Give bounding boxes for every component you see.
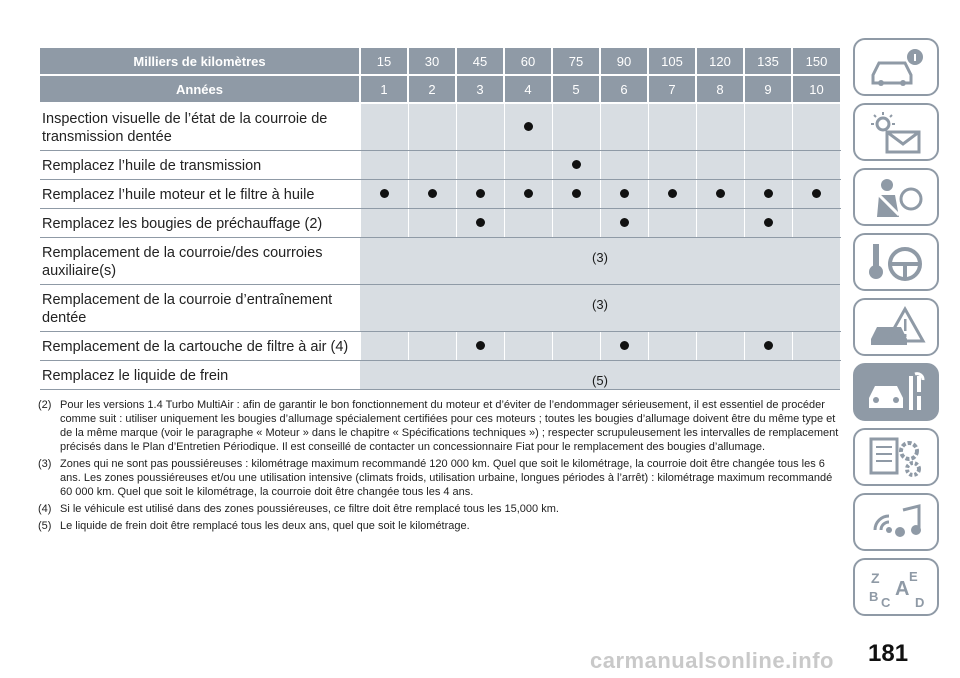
- key-steering-wheel-icon: [864, 240, 928, 284]
- schedule-cell: [552, 180, 600, 209]
- chapter-tab-car-maintenance[interactable]: [853, 363, 939, 421]
- schedule-cell: [600, 332, 648, 361]
- table-row: [40, 238, 840, 285]
- schedule-cell: [552, 103, 600, 151]
- footnote-text: Pour les versions 1.4 Turbo MultiAir : afin de garantir le bon fonctionnement du moteur et d’éviter de l’endommager sérieusement, il est essentiel de procéder comme suit : utiliser uniquement les bougies d’allumage spécialement certifiées pour ces moteurs ; toutes les bougies d’allumage doivent être du même type et de la même marque (voir le paragraphe « Moteur » dans le chapitre « Spécifications techniques ») ; respecter scrupuleusement les intervalles de remplacement précisés dans le Plan d’Entretien Périodique. Il est conseillé de contacter un concessionnaire Fiat pour le remplacement des bougies d’allumage.: [60, 399, 839, 453]
- schedule-cell: [600, 151, 648, 180]
- year-header-3: 3: [456, 75, 504, 103]
- schedule-cell: [504, 209, 552, 238]
- warning-lights-mail-icon: [864, 110, 928, 154]
- scheduled-dot-icon: [524, 189, 533, 198]
- row-label: Inspection visuelle de l’état de la courroie de transmission dentée: [40, 103, 360, 151]
- schedule-cell: [648, 151, 696, 180]
- note-reference-cell: (3): [360, 285, 840, 332]
- multimedia-icon: [864, 500, 928, 544]
- row-label: Remplacement de la cartouche de filtre à air (4): [40, 332, 360, 361]
- km-header-60: 60: [504, 48, 552, 75]
- scheduled-dot-icon: [764, 341, 773, 350]
- specifications-gears-icon: [864, 435, 928, 479]
- alphabetical-index-icon: [864, 565, 928, 609]
- schedule-cell: [744, 180, 792, 209]
- schedule-cell: [408, 209, 456, 238]
- svg-text:Z: Z: [871, 570, 880, 586]
- year-header-6: 6: [600, 75, 648, 103]
- chapter-sidebar: [853, 38, 943, 623]
- scheduled-dot-icon: [476, 341, 485, 350]
- scheduled-dot-icon: [380, 189, 389, 198]
- scheduled-dot-icon: [572, 160, 581, 169]
- schedule-cell: [552, 332, 600, 361]
- car-maintenance-icon: [864, 370, 928, 414]
- scheduled-dot-icon: [764, 189, 773, 198]
- seatbelt-airbag-icon: [864, 175, 928, 219]
- km-header-75: 75: [552, 48, 600, 75]
- scheduled-dot-icon: [620, 218, 629, 227]
- schedule-cell: [792, 103, 840, 151]
- chapter-tab-key-steering-wheel[interactable]: [853, 233, 939, 291]
- table-row: [40, 285, 840, 332]
- footnote-number: (2): [38, 399, 52, 411]
- schedule-cell: [456, 209, 504, 238]
- chapter-tab-warning-lights-mail[interactable]: [853, 103, 939, 161]
- km-header-row: [40, 48, 840, 75]
- maintenance-schedule-table: [40, 48, 841, 390]
- chapter-tab-alphabetical-index[interactable]: [853, 558, 939, 616]
- schedule-cell: [600, 103, 648, 151]
- footnote-text: Zones qui ne sont pas poussiéreuses : kilométrage maximum recommandé 120 000 km. Quel que soit le kilométrage, la courroie doit être changée tous les 6 ans. Les zones poussiéreuses et/ou une utilisation intensive (climats froids, utilisation urbaine, longues périodes à l’arrêt) : kilométrage maximum recommandé 60 000 km. Quel que soit le kilométrage, la courroie doit être changée tous les 4 ans.: [60, 458, 833, 498]
- schedule-cell: [696, 209, 744, 238]
- row-label: Remplacez l’huile moteur et le filtre à huile: [40, 180, 360, 209]
- scheduled-dot-icon: [476, 189, 485, 198]
- scheduled-dot-icon: [812, 189, 821, 198]
- schedule-cell: [408, 180, 456, 209]
- schedule-cell: [744, 332, 792, 361]
- schedule-cell: [408, 332, 456, 361]
- schedule-cell: [504, 180, 552, 209]
- table-row: [40, 332, 840, 361]
- km-header-135: 135: [744, 48, 792, 75]
- schedule-cell: [456, 103, 504, 151]
- schedule-cell: [696, 103, 744, 151]
- km-header-105: 105: [648, 48, 696, 75]
- schedule-cell: [504, 103, 552, 151]
- svg-text:E: E: [909, 569, 918, 584]
- year-header-2: 2: [408, 75, 456, 103]
- chapter-tab-seatbelt-airbag[interactable]: [853, 168, 939, 226]
- schedule-cell: [792, 180, 840, 209]
- scheduled-dot-icon: [476, 218, 485, 227]
- watermark: carmanualsonline.info: [590, 648, 834, 673]
- year-header-7: 7: [648, 75, 696, 103]
- years-header-row: [40, 75, 840, 103]
- schedule-cell: [648, 103, 696, 151]
- schedule-cell: [792, 151, 840, 180]
- note-reference-cell: (5): [360, 361, 840, 390]
- schedule-cell: [504, 151, 552, 180]
- row-label: Remplacez l’huile de transmission: [40, 151, 360, 180]
- footnote: [38, 502, 840, 516]
- chapter-tab-car-breakdown[interactable]: [853, 298, 939, 356]
- schedule-cell: [456, 332, 504, 361]
- km-header-90: 90: [600, 48, 648, 75]
- footnote-text: Si le véhicule est utilisé dans des zones poussiéreuses, ce filtre doit être remplacé tous les 15,000 km.: [60, 503, 559, 515]
- year-header-5: 5: [552, 75, 600, 103]
- footnote-number: (3): [38, 458, 52, 470]
- schedule-cell: [600, 180, 648, 209]
- footnotes: [38, 398, 840, 536]
- svg-text:B: B: [869, 589, 879, 604]
- table-row: [40, 209, 840, 238]
- year-header-4: 4: [504, 75, 552, 103]
- car-info-icon: [864, 45, 928, 89]
- schedule-cell: [504, 332, 552, 361]
- footnote-number: (5): [38, 520, 52, 532]
- year-header-1: 1: [360, 75, 408, 103]
- chapter-tab-multimedia[interactable]: [853, 493, 939, 551]
- chapter-tab-specifications-gears[interactable]: [853, 428, 939, 486]
- schedule-cell: [360, 209, 408, 238]
- schedule-cell: [552, 151, 600, 180]
- schedule-cell: [648, 180, 696, 209]
- schedule-cell: [456, 151, 504, 180]
- scheduled-dot-icon: [716, 189, 725, 198]
- svg-text:A: A: [895, 578, 910, 600]
- schedule-cell: [360, 332, 408, 361]
- row-label: Remplacement de la courroie/des courroies auxiliaire(s): [40, 238, 360, 285]
- km-header-120: 120: [696, 48, 744, 75]
- km-header-45: 45: [456, 48, 504, 75]
- schedule-cell: [600, 209, 648, 238]
- table-row: [40, 151, 840, 180]
- row-label: Remplacez le liquide de frein: [40, 361, 360, 390]
- schedule-cell: [648, 332, 696, 361]
- schedule-cell: [360, 151, 408, 180]
- schedule-cell: [696, 180, 744, 209]
- year-header-9: 9: [744, 75, 792, 103]
- car-breakdown-icon: [864, 305, 928, 349]
- year-header-8: 8: [696, 75, 744, 103]
- schedule-cell: [744, 209, 792, 238]
- schedule-cell: [360, 180, 408, 209]
- footnote: [38, 519, 840, 533]
- scheduled-dot-icon: [764, 218, 773, 227]
- table-row: [40, 180, 840, 209]
- schedule-cell: [648, 209, 696, 238]
- years-header-label: Années: [40, 75, 360, 103]
- scheduled-dot-icon: [620, 341, 629, 350]
- row-label: Remplacez les bougies de préchauffage (2): [40, 209, 360, 238]
- schedule-cell: [744, 151, 792, 180]
- year-header-10: 10: [792, 75, 840, 103]
- table-row: [40, 103, 840, 151]
- km-header-15: 15: [360, 48, 408, 75]
- schedule-cell: [792, 209, 840, 238]
- scheduled-dot-icon: [572, 189, 581, 198]
- km-header-label: Milliers de kilomètres: [40, 48, 360, 75]
- schedule-cell: [408, 151, 456, 180]
- scheduled-dot-icon: [428, 189, 437, 198]
- schedule-cell: [696, 151, 744, 180]
- schedule-cell: [744, 103, 792, 151]
- footnote-text: Le liquide de frein doit être remplacé tous les deux ans, quel que soit le kilométrage.: [60, 520, 470, 532]
- note-reference-cell: (3): [360, 238, 840, 285]
- page-number: 181: [868, 640, 909, 667]
- chapter-tab-car-info[interactable]: [853, 38, 939, 96]
- schedule-cell: [360, 103, 408, 151]
- scheduled-dot-icon: [668, 189, 677, 198]
- svg-text:C: C: [881, 595, 891, 609]
- footnote: [38, 398, 840, 454]
- schedule-cell: [792, 332, 840, 361]
- km-header-30: 30: [408, 48, 456, 75]
- scheduled-dot-icon: [524, 122, 533, 131]
- schedule-cell: [456, 180, 504, 209]
- footnote: [38, 457, 840, 499]
- schedule-cell: [552, 209, 600, 238]
- schedule-cell: [696, 332, 744, 361]
- svg-text:D: D: [915, 595, 925, 609]
- footnote-number: (4): [38, 503, 52, 515]
- km-header-150: 150: [792, 48, 840, 75]
- row-label: Remplacement de la courroie d’entraînement dentée: [40, 285, 360, 332]
- table-row: [40, 361, 840, 390]
- schedule-cell: [408, 103, 456, 151]
- scheduled-dot-icon: [620, 189, 629, 198]
